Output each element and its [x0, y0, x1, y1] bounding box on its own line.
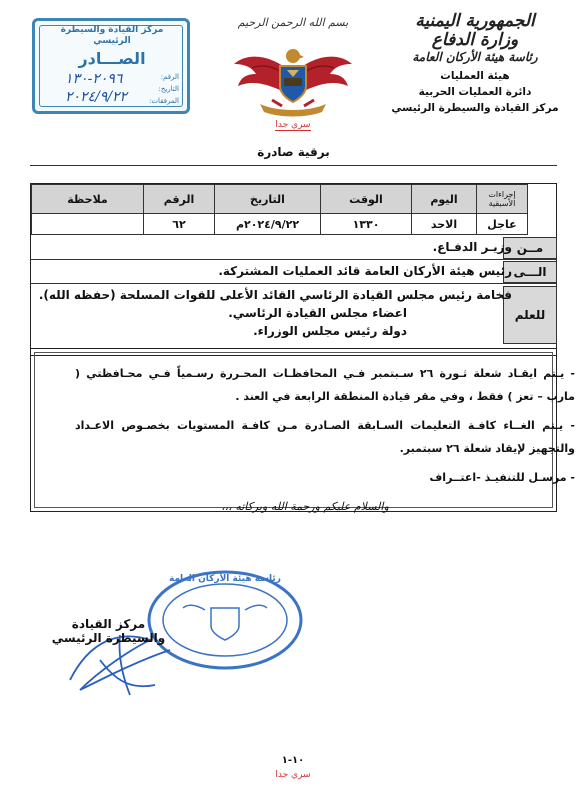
- chief-of-staff-name: رئاسة هيئة الأركان العامة: [412, 50, 538, 64]
- cc-line-2: اعضاء مجلس القيادة الرئاسي.: [228, 306, 407, 320]
- center-name: مركز القيادة والسيطرة الرئيسي: [391, 102, 559, 114]
- to-label: الـــى: [503, 261, 557, 283]
- body-paragraph-3: - مرسـل للتنفيـذ -اعتــراف: [429, 471, 575, 484]
- yemen-eagle-icon: [232, 34, 354, 120]
- from-label: مــن: [503, 237, 557, 259]
- to-value: رئيس هيئة الأركان العامة قائد العمليات المشتركة.: [218, 264, 512, 278]
- outgoing-stamp: [32, 18, 190, 114]
- closing-greeting: والسلام عليكم ورحمة الله وبركاته ،،،: [221, 500, 389, 513]
- col-time-header: الوقت: [321, 185, 412, 214]
- cc-label: للعلم: [503, 286, 557, 344]
- republic-name: الجمهورية اليمنية: [415, 11, 535, 31]
- stamp-date-label: التاريخ:: [158, 85, 179, 93]
- classification-bottom: سري جدا: [275, 770, 311, 780]
- title-divider: [30, 165, 557, 166]
- cell-notes: [32, 214, 144, 235]
- ministry-name: وزارة الدفاع: [431, 30, 519, 50]
- cell-date: ٢٠٢٤/٩/٢٢م: [215, 214, 321, 235]
- col-number-header: الرقم: [144, 185, 215, 214]
- stamp-number-label: الرقم:: [160, 73, 179, 81]
- signer-title: مركز القيادة والسيطرة الرئيسي: [51, 617, 166, 645]
- col-notes-header: ملاحظة: [32, 185, 144, 214]
- col-date-header: التاريخ: [215, 185, 321, 214]
- document-title: برقية صادرة: [257, 145, 330, 159]
- authority-name: هيئة العمليات: [440, 70, 510, 82]
- stamp-title: مركز القيادة والسيطرة الرئيسي: [60, 25, 164, 46]
- classification-top: سري جدا: [275, 120, 311, 130]
- row-divider: [30, 283, 557, 284]
- cell-procedures: عاجل: [477, 214, 528, 235]
- cell-time: ١٣٣٠: [321, 214, 412, 235]
- message-info-table: [31, 184, 528, 235]
- stamp-attachments-label: المرفقات:: [149, 97, 179, 105]
- stamp-heading: الصـــادر: [78, 49, 146, 68]
- col-procedures-header: إجراءات الأسبقية: [477, 185, 528, 214]
- stamp-number-value: ٢٠٩٦-١٣٠: [65, 71, 123, 87]
- row-divider: [30, 259, 557, 260]
- header-authority-block: [385, 12, 565, 116]
- body-paragraph-2: - يـتم الغــاء كافـة التعليمات السـابقة الصـادرة مـن كافـة المستويات بخصـوص الاعـداد والتجهيز لإيقاد شعلة ٢٦ سبتمبر.: [75, 419, 575, 455]
- col-day-header: اليوم: [412, 185, 477, 214]
- stamp-date-value: ٢٠٢٤/٩/٢٢: [65, 89, 128, 105]
- cc-line-1: فخامة رئيس مجلس القيادة الرئاسي القائد الأعلى للقوات المسلحة (حفظه الله).: [38, 288, 512, 302]
- department-name: دائرة العمليات الحربية: [418, 86, 532, 98]
- cc-line-3: دولة رئيس مجلس الوزراء.: [253, 324, 407, 338]
- page-number: ١٠-١: [281, 755, 305, 766]
- from-value: وزيـر الدفـاع.: [432, 240, 512, 254]
- bismillah: بسم الله الرحمن الرحيم: [237, 16, 349, 29]
- cell-number: ٦٢: [144, 214, 215, 235]
- round-stamp-text: رئاسة هيئة الأركان العامة: [169, 574, 281, 584]
- cell-day: الاحد: [412, 214, 477, 235]
- body-paragraph-1: - يـتم ايقـاد شعلة ثـورة ٢٦ سـبتمبر فـي المحافظـات المحـررة رسـمياً فـي محـافظتي ( مارب – تعز ) فقط ، وفي مقر قيادة المنطقة الرابعة في العند .: [75, 367, 575, 403]
